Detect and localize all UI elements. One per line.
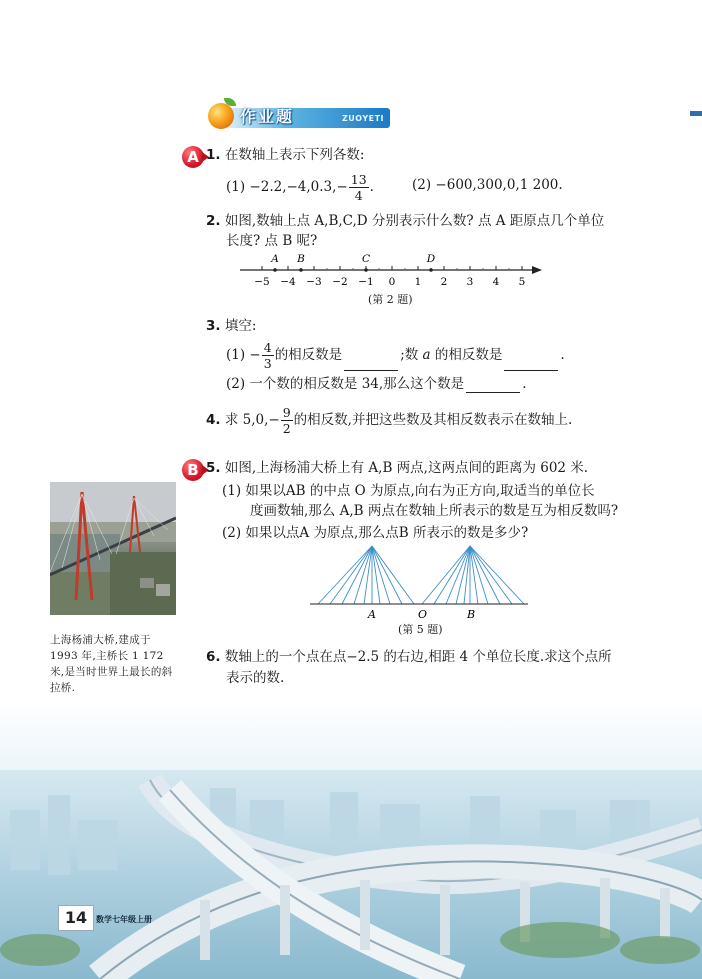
question-text-end: 的相反数,并把这些数及其相反数表示在数轴上.	[293, 412, 573, 428]
axis-tick-label: 3	[466, 276, 474, 288]
axis-tick-label: 1	[414, 276, 422, 288]
question-text: 在数轴上表示下列各数:	[224, 147, 365, 163]
axis-tick-label: 2	[440, 276, 448, 288]
axis-tick-label: −3	[306, 276, 322, 288]
point-label: A	[271, 253, 279, 265]
question-1	[206, 146, 364, 164]
question-3	[206, 317, 256, 335]
fraction	[349, 172, 369, 203]
number-line-point	[273, 268, 277, 272]
point-label: B	[297, 253, 305, 265]
number-line-ticks	[254, 266, 525, 288]
overpass-background-image	[0, 700, 702, 979]
yangpu-bridge-photo	[50, 482, 176, 615]
question-1-part-1	[226, 172, 374, 203]
question-text: 数轴上的一个点在点−2.5 的右边,相距 4 个单位长度.求这个点所	[224, 649, 612, 665]
question-6	[206, 648, 612, 666]
homework-subtitle: ZUOYETI	[342, 114, 385, 123]
question-6-line-2: 表示的数.	[226, 670, 285, 686]
fraction-denominator: 2	[282, 421, 291, 436]
part-text: (1) −2.2,−4,0.3,−	[226, 179, 348, 195]
question-5	[206, 459, 588, 477]
part-text: (2) 一个数的相反数是 34,那么这个数是	[226, 376, 465, 392]
axis-tick-label: −4	[280, 276, 296, 288]
number-line-figure-2	[236, 250, 548, 292]
part-text: 的相反数是	[274, 347, 343, 363]
fraction-numerator: 4	[263, 340, 272, 355]
answer-blank[interactable]	[466, 378, 520, 393]
level-b-badge: B	[182, 459, 204, 481]
answer-blank[interactable]	[344, 356, 398, 371]
question-3-part-2: (2) 一个数的相反数是 34,那么这个数是 .	[226, 376, 527, 392]
question-4	[206, 405, 572, 436]
page-edge-marker	[690, 111, 702, 116]
question-text: 求 5,0,−	[224, 412, 280, 428]
figure-5-caption: (第 5 题)	[398, 623, 443, 636]
fraction-numerator: 13	[350, 172, 367, 187]
axis-tick-label: −2	[332, 276, 348, 288]
page-number: 14	[58, 905, 94, 931]
part-text: 的相反数是	[434, 347, 503, 363]
fraction-numerator: 9	[282, 405, 291, 420]
point-label: C	[361, 253, 371, 265]
point-label: D	[426, 253, 436, 265]
point-b-label: B	[467, 608, 476, 620]
book-title: 数学七年级上册	[96, 915, 152, 924]
number-line-point	[429, 268, 433, 272]
question-2-line-2: 长度? 点 B 呢?	[226, 233, 318, 249]
part-text-end: .	[369, 179, 374, 195]
number-line-point	[299, 268, 303, 272]
point-o-label: O	[418, 608, 428, 620]
part-text: (1) −	[226, 347, 261, 363]
question-text: 填空:	[224, 318, 257, 334]
fraction-denominator: 3	[263, 356, 272, 371]
axis-tick-label: −5	[254, 276, 270, 288]
question-3-part-1: (1) − $\frac{4}{3}$ 的相反数是 ;数 a 的相反数是 .	[226, 340, 565, 371]
point-a-label: A	[368, 608, 376, 620]
fraction	[281, 405, 293, 436]
question-text: 如图,上海杨浦大桥上有 A,B 两点,这两点间的距离为 602 米.	[224, 460, 589, 476]
left-tower-cables	[318, 546, 414, 604]
axis-tick-label: 5	[518, 276, 526, 288]
bridge-photo-art	[50, 482, 176, 615]
question-number: 5.	[206, 460, 221, 476]
question-5-part-2: (2) 如果以点A 为原点,那么点B 所表示的数是多少?	[222, 525, 529, 541]
question-2	[206, 212, 604, 230]
figure-2-caption: (第 2 题)	[368, 293, 413, 306]
question-number: 4.	[206, 412, 221, 428]
number-line-point	[364, 268, 368, 272]
orange-ball-icon	[208, 103, 234, 129]
bridge-diagram	[306, 542, 532, 620]
photo-caption: 上海杨浦大桥,建成于 1993 年,主桥长 1 172 米,是当时世界上最长的斜拉桥.	[50, 634, 173, 694]
right-tower-cables	[422, 546, 524, 604]
question-number: 1.	[206, 147, 221, 163]
question-text: 如图,数轴上点 A,B,C,D 分别表示什么数? 点 A 距原点几个单位	[224, 213, 605, 229]
axis-tick-label: 4	[492, 276, 500, 288]
axis-tick-label: 0	[388, 276, 396, 288]
axis-arrow-icon	[532, 266, 542, 274]
question-5-part-1-line-1: (1) 如果以AB 的中点 O 为原点,向右为正方向,取适当的单位长	[222, 483, 595, 499]
question-1-part-2: (2) −600,300,0,1 200.	[412, 177, 563, 193]
fraction	[262, 340, 274, 371]
part-text: ;数	[400, 347, 419, 363]
answer-blank[interactable]	[504, 356, 558, 371]
question-number: 6.	[206, 649, 221, 665]
question-5-part-1-line-2: 度画数轴,那么 A,B 两点在数轴上所表示的数是互为相反数吗?	[250, 503, 619, 519]
question-number: 2.	[206, 213, 221, 229]
fraction-denominator: 4	[354, 188, 363, 203]
homework-title: 作业题	[240, 107, 295, 126]
axis-tick-label: −1	[358, 276, 374, 288]
question-number: 3.	[206, 318, 221, 334]
level-a-badge: A	[182, 146, 204, 168]
variable: a	[422, 347, 431, 363]
